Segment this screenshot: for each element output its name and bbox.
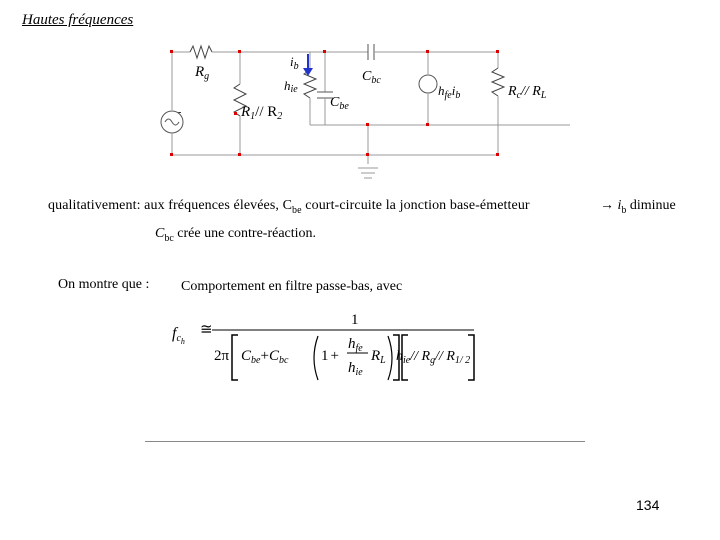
label-r1r2: $R_1//$ $R_2$ <box>241 104 283 122</box>
horizontal-divider <box>145 441 585 442</box>
text-on-montre-que: On montre que : <box>58 277 150 292</box>
page-title: Hautes fréquences <box>22 12 134 28</box>
text-line-1: qualitativement: aux fréquences élevées, $C_{be}$ court-circuite la jonction base-émetteur <box>48 198 530 216</box>
label-cbe: $C_{be}$ <box>330 95 349 112</box>
svg-text:fch: fch <box>172 325 185 346</box>
label-cbc: $C_{bc}$ <box>362 69 381 86</box>
current-arrow-icon <box>303 54 313 76</box>
svg-text:hfe: $h_{fe}$ <box>348 336 363 354</box>
text-line-2: $C_{bc}$ crée une contre-réaction. <box>155 226 317 244</box>
svg-text:≅: ≅ <box>200 322 213 338</box>
circuit-diagram <box>150 40 580 190</box>
arrow-right-icon: → <box>600 198 614 213</box>
label-hie: hie <box>284 78 298 95</box>
svg-text:hie: $h_{ie}$ <box>348 360 363 378</box>
label-rc-rl: $R_c//$ $R_L$ <box>508 84 547 101</box>
label-minus: - <box>178 107 182 118</box>
svg-text:hie// Rg// R1/ 2: $h_{ie}//$ $R_g//$ $R_{1/ 2}$ <box>396 349 471 366</box>
svg-text:1+: 1 + <box>321 348 339 364</box>
svg-text:2π: 2π <box>214 348 230 364</box>
page-number: 134 <box>636 497 660 513</box>
text-comportement: Comportement en filtre passe-bas, avec <box>181 279 403 294</box>
label-rg: $R_g$ <box>195 64 210 82</box>
label-ib: $i_b$ <box>290 54 299 72</box>
text-ib-diminue: → $i_b$ diminue <box>600 198 676 216</box>
svg-text:RL: $R_L$ <box>371 348 386 366</box>
cutoff-frequency-formula <box>168 308 478 388</box>
svg-text:Cbe+Cbc: $C_{be}+C_{bc}$ <box>241 348 289 366</box>
svg-text:1: 1 <box>351 312 359 328</box>
label-hfe-ib: $h_{fe}i_b$ <box>438 83 461 101</box>
